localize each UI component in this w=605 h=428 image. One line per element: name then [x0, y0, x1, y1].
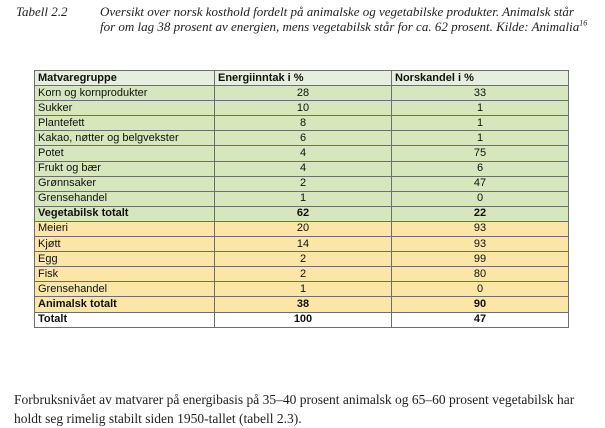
energy-cell: 62 [215, 206, 392, 221]
grand-total-row [35, 312, 569, 327]
share-cell: 90 [392, 297, 569, 312]
diet-table [34, 70, 569, 328]
table-row [35, 131, 569, 146]
share-cell: 93 [392, 237, 569, 252]
table-row [35, 86, 569, 101]
energy-cell: 4 [215, 161, 392, 176]
food-group-cell: Egg [35, 252, 215, 267]
table-row [35, 146, 569, 161]
animal-total-row [35, 297, 569, 312]
food-group-cell: Frukt og bær [35, 161, 215, 176]
energy-cell: 2 [215, 176, 392, 191]
share-cell: 47 [392, 312, 569, 327]
food-group-cell: Meieri [35, 221, 215, 236]
food-group-cell: Plantefett [35, 116, 215, 131]
energy-cell: 20 [215, 221, 392, 236]
share-cell: 1 [392, 116, 569, 131]
table-row [35, 237, 569, 252]
food-group-cell: Fisk [35, 267, 215, 282]
energy-cell: 28 [215, 86, 392, 101]
share-cell: 75 [392, 146, 569, 161]
caption-footnote-ref: 16 [579, 18, 588, 28]
food-group-cell: Grønnsaker [35, 176, 215, 191]
energy-cell: 1 [215, 191, 392, 206]
energy-cell: 1 [215, 282, 392, 297]
food-group-cell: Grensehandel [35, 282, 215, 297]
vegetable-total-row [35, 206, 569, 221]
food-group-cell: Grensehandel [35, 191, 215, 206]
share-cell: 0 [392, 191, 569, 206]
table-row [35, 221, 569, 236]
share-cell: 93 [392, 221, 569, 236]
energy-cell: 2 [215, 252, 392, 267]
body-paragraph: Forbruksnivået av matvarer på energibasis på 35–40 prosent animalsk og 65–60 prosent vegetabilsk har holdt seg rimelig stabilt siden 1950-tallet (tabell 2.3). [14, 391, 575, 426]
caption-body: Oversikt over norsk kosthold fordelt på animalske og vegetabilske produkter. Animalsk står for om lag 38 prosent av energien, mens vegetabilsk står for ca. 62 prosent. Kilde: Animalia [100, 4, 580, 34]
table-row [35, 116, 569, 131]
header-food-group: Matvaregruppe [35, 71, 215, 86]
energy-cell: 8 [215, 116, 392, 131]
energy-cell: 100 [215, 312, 392, 327]
energy-cell: 10 [215, 101, 392, 116]
food-group-cell: Korn og kornprodukter [35, 86, 215, 101]
food-group-cell: Sukker [35, 101, 215, 116]
food-group-cell: Potet [35, 146, 215, 161]
table-header-row [35, 71, 569, 86]
share-cell: 99 [392, 252, 569, 267]
table-row [35, 176, 569, 191]
energy-cell: 4 [215, 146, 392, 161]
food-group-cell: Animalsk totalt [35, 297, 215, 312]
food-group-cell: Vegetabilsk totalt [35, 206, 215, 221]
share-cell: 6 [392, 161, 569, 176]
food-group-cell: Totalt [35, 312, 215, 327]
energy-cell: 2 [215, 267, 392, 282]
food-group-cell: Kjøtt [35, 237, 215, 252]
header-norwegian-share: Norskandel i % [392, 71, 569, 86]
energy-cell: 6 [215, 131, 392, 146]
table-row [35, 252, 569, 267]
table-row [35, 282, 569, 297]
share-cell: 47 [392, 176, 569, 191]
table-row [35, 101, 569, 116]
share-cell: 1 [392, 131, 569, 146]
share-cell: 80 [392, 267, 569, 282]
energy-cell: 14 [215, 237, 392, 252]
header-energy-intake: Energiinntak i % [215, 71, 392, 86]
share-cell: 0 [392, 282, 569, 297]
share-cell: 33 [392, 86, 569, 101]
energy-cell: 38 [215, 297, 392, 312]
food-group-cell: Kakao, nøtter og belgvekster [35, 131, 215, 146]
caption-text [100, 4, 590, 34]
table-row [35, 267, 569, 282]
caption-label: Tabell 2.2 [16, 4, 68, 19]
table-row [35, 191, 569, 206]
table-row [35, 161, 569, 176]
share-cell: 1 [392, 101, 569, 116]
share-cell: 22 [392, 206, 569, 221]
